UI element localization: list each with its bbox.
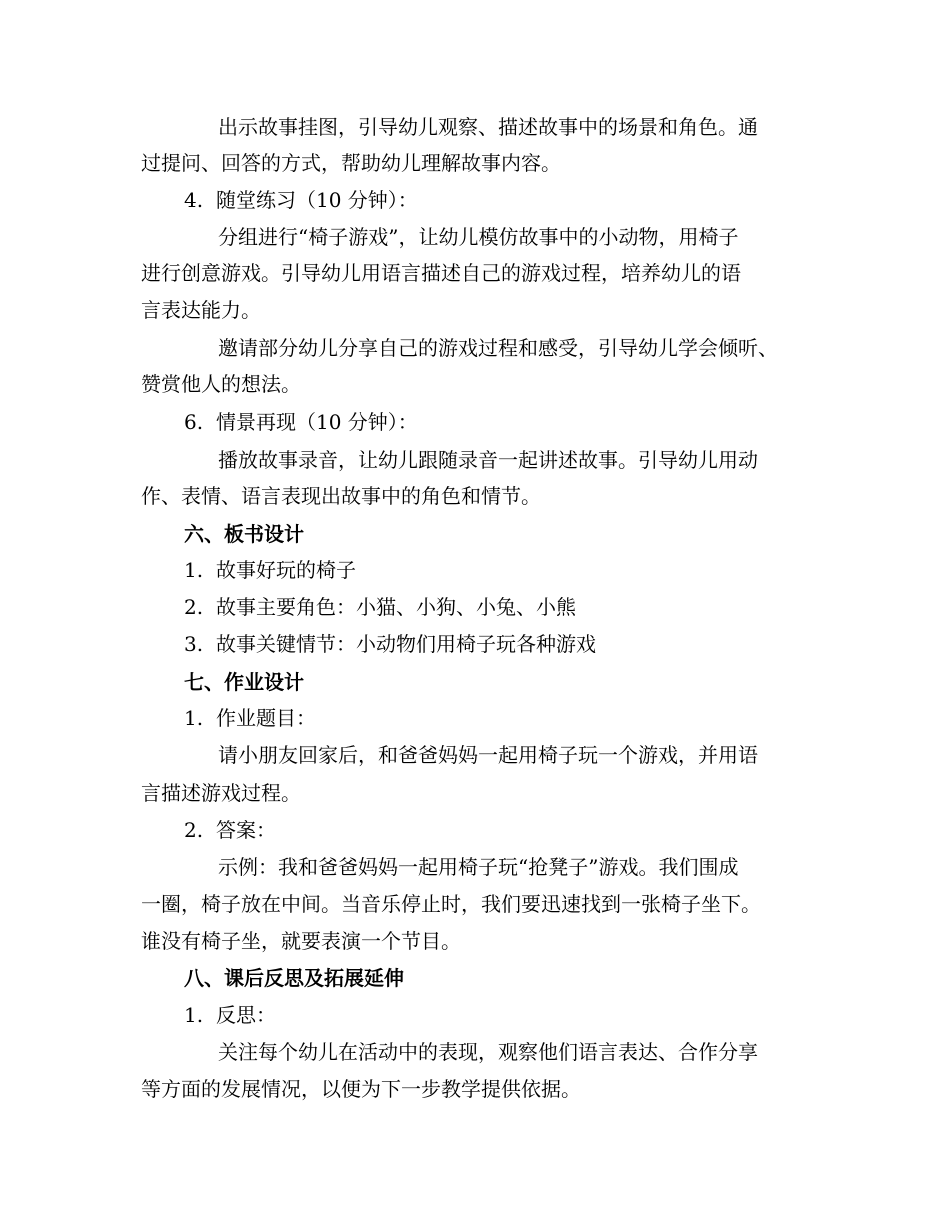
paragraph-line: 进行创意游戏。引导幼儿用语言描述自己的游戏过程，培养幼儿的语 xyxy=(141,261,741,285)
paragraph-line: 一圈，椅子放在中间。当音乐停止时，我们要迅速找到一张椅子坐下。 xyxy=(141,892,761,916)
section-heading-8: 八、课后反思及拓展延伸 xyxy=(184,966,404,990)
item-number: 1. xyxy=(184,706,204,730)
paragraph-line: 出示故事挂图，引导幼儿观察、描述故事中的场景和角色。通 xyxy=(218,115,758,139)
item-text: 故事关键情节：小动物们用椅子玩各种游戏 xyxy=(216,632,596,656)
list-item xyxy=(184,630,596,658)
item-number: 1. xyxy=(184,1003,204,1027)
item-text: 情景再现（10 分钟）： xyxy=(216,410,418,434)
item-number: 6. xyxy=(184,410,204,434)
item-text: 作业题目： xyxy=(216,706,316,730)
paragraph-line: 作、表情、语言表现出故事中的角色和情节。 xyxy=(141,484,541,508)
paragraph-line: 赞赏他人的想法。 xyxy=(141,372,301,396)
item-text: 随堂练习（10 分钟）： xyxy=(216,188,418,212)
paragraph-line: 过提问、回答的方式，帮助幼儿理解故事内容。 xyxy=(141,151,561,175)
item-number: 2. xyxy=(184,818,204,842)
item-text: 答案： xyxy=(216,818,276,842)
item-text: 反思： xyxy=(216,1003,276,1027)
item-number: 1. xyxy=(184,558,204,582)
section-heading-7: 七、作业设计 xyxy=(184,670,304,694)
item-number: 3. xyxy=(184,632,204,656)
paragraph-line: 等方面的发展情况，以便为下一步教学提供依据。 xyxy=(141,1077,581,1101)
item-text: 故事主要角色：小猫、小狗、小兔、小熊 xyxy=(216,595,576,619)
paragraph-line: 言描述游戏过程。 xyxy=(141,781,301,805)
item-number: 4. xyxy=(184,188,204,212)
numbered-item-6 xyxy=(184,408,418,436)
paragraph-line: 分组进行“椅子游戏”，让幼儿模仿故事中的小动物，用椅子 xyxy=(218,225,739,249)
list-item xyxy=(184,593,576,621)
numbered-item-4 xyxy=(184,186,418,214)
list-item xyxy=(184,1001,276,1029)
item-number: 2. xyxy=(184,595,204,619)
paragraph-line: 关注每个幼儿在活动中的表现，观察他们语言表达、合作分享 xyxy=(218,1040,758,1064)
paragraph-line: 谁没有椅子坐，就要表演一个节目。 xyxy=(141,929,461,953)
paragraph-line: 言表达能力。 xyxy=(141,298,261,322)
list-item xyxy=(184,704,316,732)
paragraph-line: 示例：我和爸爸妈妈一起用椅子玩“抢凳子”游戏。我们围成 xyxy=(218,855,739,879)
section-heading-6: 六、板书设计 xyxy=(184,522,304,546)
list-item xyxy=(184,816,276,844)
item-text: 故事好玩的椅子 xyxy=(216,558,356,582)
paragraph-line: 邀请部分幼儿分享自己的游戏过程和感受，引导幼儿学会倾听、 xyxy=(218,336,778,360)
paragraph-line: 请小朋友回家后，和爸爸妈妈一起用椅子玩一个游戏，并用语 xyxy=(218,743,758,767)
list-item xyxy=(184,556,356,584)
paragraph-line: 播放故事录音，让幼儿跟随录音一起讲述故事。引导幼儿用动 xyxy=(218,448,758,472)
